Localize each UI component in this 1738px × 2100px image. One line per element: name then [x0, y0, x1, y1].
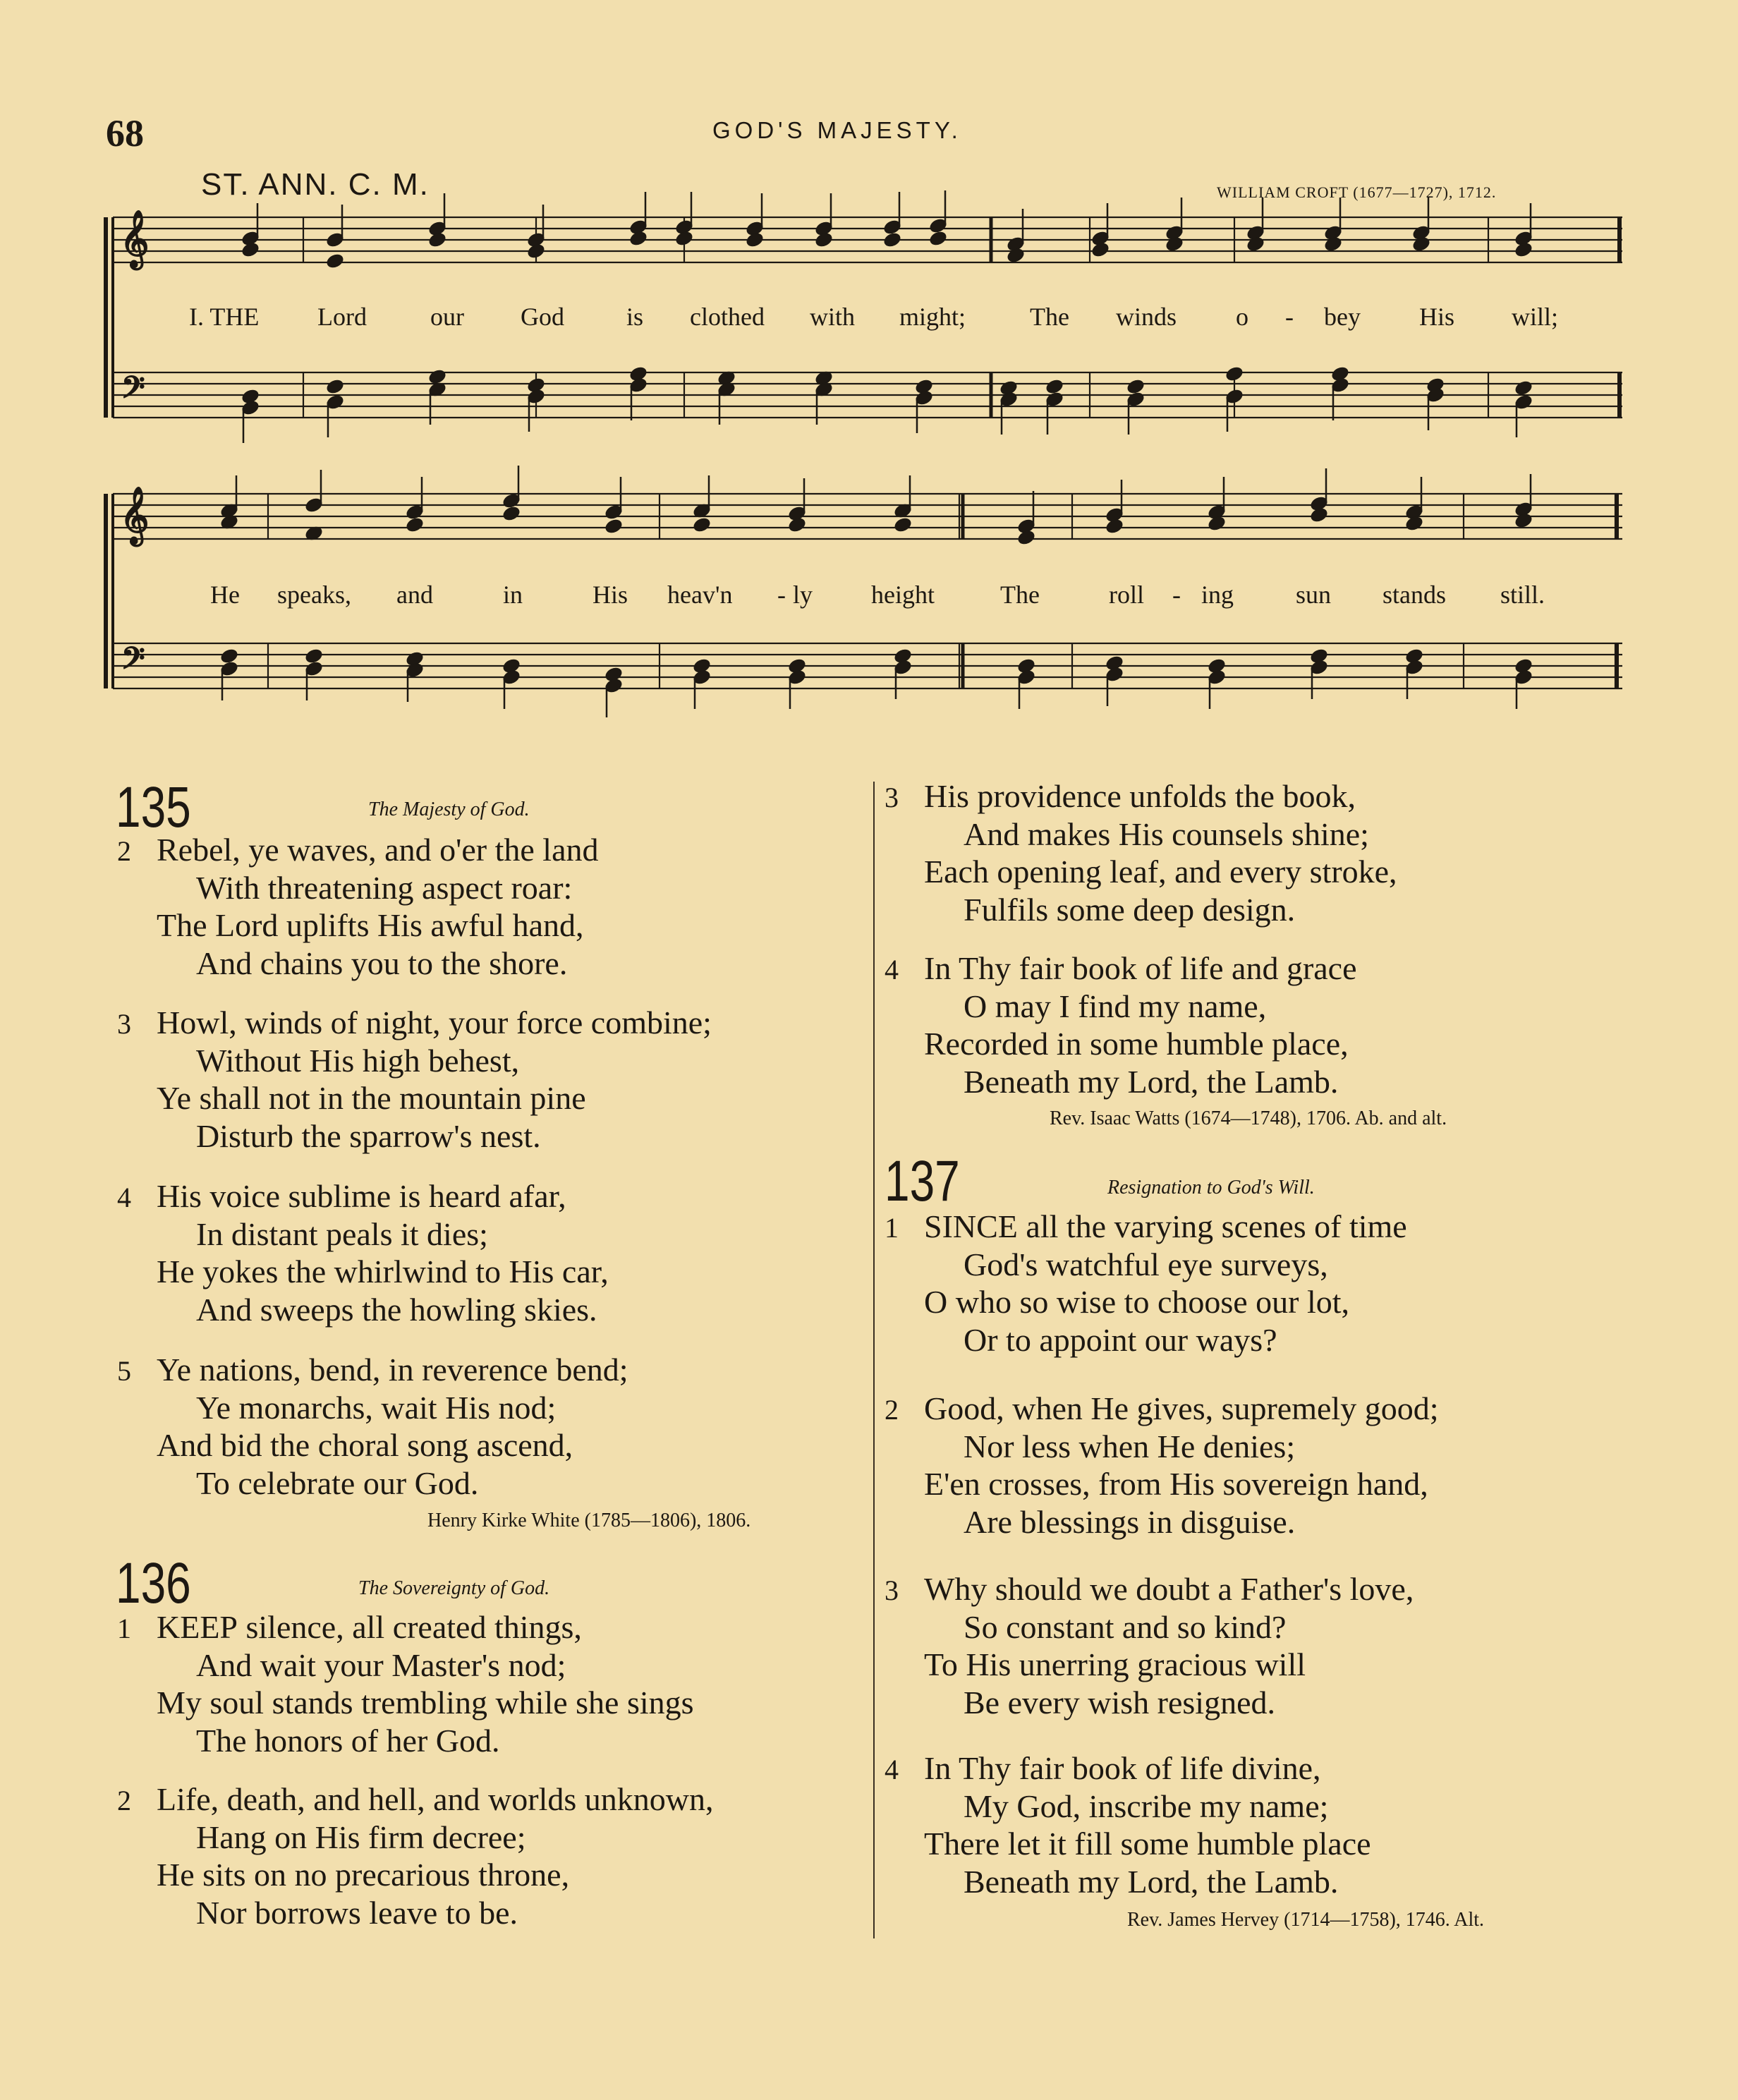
- music-score: [0, 0, 1738, 748]
- note-head: [1514, 242, 1533, 258]
- stanza-line: E'en crosses, from His sovereign hand,: [924, 1466, 1428, 1502]
- hymn-number-136: 136: [116, 1551, 191, 1615]
- stanza-line: Each opening leaf, and every stroke,: [924, 854, 1397, 890]
- hymn-number-135: 135: [116, 775, 191, 839]
- stanza-line: His voice sublime is heard afar,: [157, 1178, 566, 1214]
- stanza-number: 5: [117, 1355, 131, 1387]
- note-head: [1017, 530, 1035, 546]
- stanza-line: And makes His counsels shine;: [964, 815, 1369, 852]
- stanza-line: To celebrate our God.: [196, 1464, 479, 1501]
- author-credit-137: Rev. James Hervey (1714—1758), 1746. Alt.: [1127, 1909, 1484, 1931]
- stanza-line: And sweeps the howling skies.: [196, 1291, 597, 1328]
- stanza-137-3: [885, 1570, 1414, 1721]
- lyric-word: I. THE: [189, 303, 260, 331]
- stanza-line: In Thy fair book of life and grace: [924, 950, 1357, 986]
- stanza-135-5: [117, 1351, 628, 1502]
- stanza-line: Ye shall not in the mountain pine: [157, 1080, 586, 1116]
- note-head: [815, 232, 833, 248]
- stanza-line: O may I find my name,: [964, 988, 1267, 1024]
- author-credit-135-cont: Rev. Isaac Watts (1674—1748), 1706. Ab. and alt.: [1050, 1107, 1447, 1129]
- stanza-line: My God, inscribe my name;: [964, 1788, 1329, 1824]
- hymn-title-137: Resignation to God's Will.: [1107, 1177, 1315, 1198]
- note-head: [326, 253, 344, 269]
- stanza-137-1: [885, 1208, 1407, 1359]
- stanza-line: And chains you to the shore.: [196, 945, 568, 981]
- lyric-word: our: [430, 303, 464, 331]
- note-head: [1324, 236, 1342, 253]
- stanza-135-cont-3: [885, 777, 1397, 928]
- note-head: [1514, 380, 1533, 396]
- stanza-number: 4: [885, 954, 899, 985]
- note-head: [406, 517, 424, 533]
- stanza-number: 3: [885, 782, 899, 813]
- lyric-word: bey: [1324, 303, 1361, 331]
- initial-word: KEEP: [157, 1609, 238, 1645]
- lyric-word: roll: [1109, 581, 1144, 609]
- stanza-number: 3: [885, 1574, 899, 1606]
- note-head: [693, 517, 711, 533]
- note-head: [1126, 379, 1145, 395]
- page-number: 68: [106, 112, 144, 154]
- note-head: [326, 379, 344, 395]
- stanza-number: 1: [117, 1613, 131, 1644]
- stanza-line: God's watchful eye surveys,: [964, 1246, 1328, 1282]
- stanza-line: He sits on no precarious throne,: [157, 1857, 570, 1893]
- stanza-line: My soul stands trembling while she sings: [157, 1685, 694, 1720]
- stanza-line: O who so wise to choose our lot,: [924, 1284, 1350, 1320]
- stanza-line: Why should we doubt a Father's love,: [924, 1571, 1414, 1607]
- lyric-word: might;: [899, 303, 966, 331]
- note-head: [788, 517, 806, 533]
- note-head: [1405, 516, 1423, 532]
- lyric-word: ing: [1201, 581, 1234, 609]
- line-rest: silence, all created things,: [238, 1609, 582, 1645]
- initial-word: SINCE: [924, 1208, 1018, 1244]
- note-head: [1091, 242, 1110, 258]
- lyric-word: clothed: [690, 303, 765, 331]
- lyric-word: His: [1419, 303, 1455, 331]
- stanza-line: Howl, winds of night, your force combine;: [157, 1005, 712, 1040]
- stanza-137-2: [885, 1390, 1439, 1541]
- hymn-title-136: The Sovereignty of God.: [358, 1577, 550, 1599]
- running-head: GOD'S MAJESTY.: [712, 117, 962, 143]
- stanza-line: Fulfils some deep design.: [964, 891, 1296, 928]
- stanza-line: Beneath my Lord, the Lamb.: [964, 1863, 1339, 1900]
- lyric-word: is: [626, 303, 644, 331]
- note-head: [675, 231, 693, 247]
- note-head: [1105, 518, 1124, 535]
- stanza-line: To His unerring gracious will: [924, 1646, 1306, 1682]
- lyric-word: -: [1172, 581, 1181, 609]
- stanza-line: In distant peals it dies;: [196, 1215, 488, 1252]
- stanza-line: Ye monarchs, wait His nod;: [196, 1389, 557, 1426]
- note-head: [428, 232, 446, 248]
- lyric-word: The: [1030, 303, 1069, 331]
- stanza-136-2: [117, 1780, 714, 1931]
- stanza-line: He yokes the whirlwind to His car,: [157, 1254, 609, 1289]
- stanza-line: Beneath my Lord, the Lamb.: [964, 1063, 1339, 1100]
- tune-composer: WILLIAM CROFT (1677—1727), 1712.: [1217, 183, 1497, 201]
- stanza-line: Be every wish resigned.: [964, 1684, 1275, 1720]
- note-head: [1246, 236, 1265, 253]
- stanza-number: 4: [117, 1182, 131, 1213]
- stanza-line: [157, 1608, 694, 1646]
- lyric-word: God: [521, 303, 564, 331]
- note-head: [883, 232, 901, 248]
- note-head: [604, 518, 623, 535]
- note-head: [1007, 248, 1025, 264]
- lyric-word: stands: [1382, 581, 1446, 609]
- stanza-135-3: [117, 1004, 712, 1155]
- lyric-word: -: [777, 581, 786, 609]
- lyric-word: -: [1285, 303, 1294, 331]
- stanza-line: Or to appoint our ways?: [964, 1321, 1277, 1358]
- stanza-line: Without His high behest,: [196, 1042, 520, 1079]
- note-head: [305, 648, 323, 664]
- stanza-line: Rebel, ye waves, and o'er the land: [157, 832, 599, 868]
- note-head: [1225, 366, 1244, 382]
- note-head: [894, 517, 912, 533]
- stanza-line: In Thy fair book of life divine,: [924, 1750, 1321, 1786]
- stanza-line: With threatening aspect roar:: [196, 869, 573, 906]
- stanza-line: The honors of her God.: [196, 1722, 500, 1759]
- stanza-number: 1: [885, 1212, 899, 1244]
- note-head: [1412, 236, 1430, 253]
- lyric-word: heav'n: [667, 581, 733, 609]
- stanza-line: Nor borrows leave to be.: [196, 1894, 518, 1931]
- stanza-line: [924, 1208, 1407, 1246]
- note-head: [1045, 379, 1064, 395]
- note-head: [241, 242, 260, 258]
- stanza-line: So constant and so kind?: [964, 1608, 1287, 1645]
- stanza-line: Good, when He gives, supremely good;: [924, 1390, 1439, 1426]
- lyric-word: He: [210, 581, 240, 609]
- stanza-135-2: [117, 831, 599, 982]
- hymn-number-137: 137: [885, 1149, 960, 1213]
- stanza-line: Nor less when He denies;: [964, 1428, 1296, 1464]
- treble-clef: 𝄞: [120, 486, 150, 544]
- stanza-135-cont-4: [885, 949, 1357, 1100]
- lyric-word: winds: [1116, 303, 1177, 331]
- stanza-137-4: [885, 1749, 1371, 1900]
- lyric-word: will;: [1512, 303, 1559, 331]
- stanza-135-4: [117, 1177, 609, 1328]
- treble-clef: 𝄞: [120, 210, 150, 267]
- lyric-word: ly: [793, 581, 813, 609]
- note-head: [220, 648, 238, 664]
- tune-name: ST. ANN. C. M.: [201, 167, 430, 202]
- note-head: [502, 506, 521, 522]
- stanza-line: His providence unfolds the book,: [924, 778, 1356, 814]
- line-rest: all the varying scenes of time: [1017, 1208, 1407, 1244]
- stanza-line: Disturb the sparrow's nest.: [196, 1117, 541, 1154]
- lyric-word: with: [810, 303, 856, 331]
- stanza-line: There let it fill some humble place: [924, 1826, 1371, 1862]
- stanza-number: 3: [117, 1008, 131, 1040]
- note-head: [428, 369, 446, 385]
- lyric-word: in: [503, 581, 523, 609]
- author-credit-135: Henry Kirke White (1785—1806), 1806.: [427, 1510, 751, 1531]
- stanza-number: 2: [117, 835, 131, 867]
- lyric-word: The: [1000, 581, 1040, 609]
- stanza-line: And wait your Master's nod;: [196, 1646, 566, 1683]
- hymn-title-135: The Majesty of God.: [368, 799, 530, 820]
- stanza-line: Recorded in some humble place,: [924, 1026, 1349, 1062]
- note-head: [929, 231, 947, 247]
- stanza-number: 4: [885, 1754, 899, 1785]
- note-head: [1514, 513, 1533, 529]
- note-head: [629, 231, 648, 247]
- note-head: [746, 232, 764, 248]
- stanza-line: Life, death, and hell, and worlds unknown,: [157, 1781, 714, 1817]
- lyric-word: speaks,: [277, 581, 351, 609]
- lyric-word: Lord: [317, 303, 367, 331]
- note-head: [1165, 236, 1184, 253]
- stanza-line: Ye nations, bend, in reverence bend;: [157, 1352, 628, 1388]
- stanza-number: 2: [885, 1394, 899, 1426]
- lyric-word: still.: [1500, 581, 1545, 609]
- stanza-line: And bid the choral song ascend,: [157, 1427, 573, 1463]
- lyric-word: height: [871, 581, 935, 609]
- note-head: [1208, 516, 1226, 532]
- note-head: [527, 243, 545, 260]
- lyric-word: and: [396, 581, 433, 609]
- lyric-word: sun: [1296, 581, 1332, 609]
- stanza-line: Hang on His firm decree;: [196, 1819, 526, 1855]
- stanza-line: The Lord uplifts His awful hand,: [157, 907, 584, 943]
- bass-clef: 𝄢: [121, 370, 145, 413]
- note-head: [1310, 507, 1328, 523]
- stanza-number: 2: [117, 1785, 131, 1816]
- lyric-word: o: [1236, 303, 1248, 331]
- lyric-word: His: [592, 581, 628, 609]
- column-divider: [873, 782, 875, 1938]
- bass-clef: 𝄢: [121, 641, 145, 684]
- stanza-136-1: [117, 1608, 694, 1759]
- stanza-line: Are blessings in disguise.: [964, 1503, 1296, 1540]
